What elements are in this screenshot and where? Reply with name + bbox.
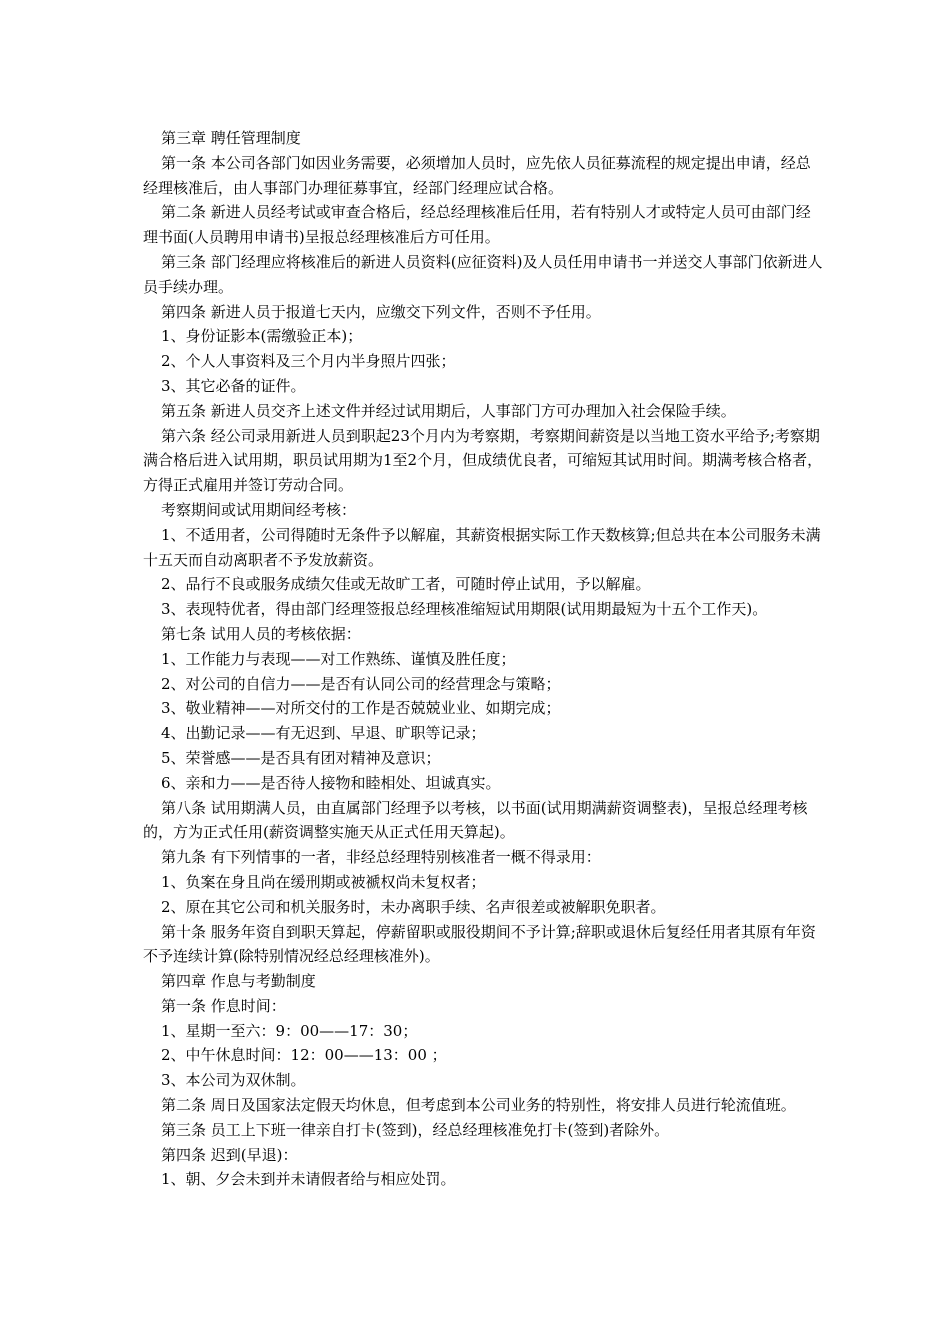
paragraph: 第一条 作息时间： xyxy=(161,996,286,1015)
paragraph: 1、星期一至六：9：00——17：30； xyxy=(161,1021,418,1040)
paragraph: 考察期间或试用期间经考核： xyxy=(161,500,357,519)
paragraph: 1、不适用者，公司得随时无条件予以解雇，其薪资根据实际工作天数核算;但总共在本公司服务未满十五天而自动离职者不予发放薪资。 xyxy=(143,525,821,569)
paragraph: 5、荣誉感——是否具有团对精神及意识； xyxy=(161,748,441,767)
paragraph: 第四条 新进人员于报道七天内，应缴交下列文件，否则不予任用。 xyxy=(161,302,601,321)
paragraph: 3、其它必备的证件。 xyxy=(161,376,306,395)
paragraph: 第四章 作息与考勤制度 xyxy=(161,972,316,991)
paragraph: 第三条 员工上下班一律亲自打卡(签到)，经总经理核准免打卡(签到)者除外。 xyxy=(161,1120,670,1139)
paragraph: 第二条 周日及国家法定假天均休息，但考虑到本公司业务的特别性，将安排人员进行轮流值班。 xyxy=(161,1096,796,1115)
paragraph: 第五条 新进人员交齐上述文件并经过试用期后，人事部门方可办理加入社会保险手续。 xyxy=(161,401,736,420)
paragraph: 2、原在其它公司和机关服务时，未办离职手续、名声很差或被解职免职者。 xyxy=(161,897,666,916)
paragraph: 1、负案在身且尚在缓刑期或被褫权尚未复权者； xyxy=(161,872,486,891)
paragraph: 2、个人人事资料及三个月内半身照片四张； xyxy=(161,352,456,371)
paragraph: 2、对公司的自信力——是否有认同公司的经营理念与策略； xyxy=(161,674,561,693)
paragraph: 1、工作能力与表现——对工作熟练、谨慎及胜任度； xyxy=(161,649,516,668)
paragraph: 第二条 新进人员经考试或审查合格后，经总经理核准后任用，若有特别人才或特定人员可由部门经理书面(人员聘用申请书)呈报总经理核准后方可任用。 xyxy=(143,203,811,247)
paragraph: 第八条 试用期满人员，由直属部门经理予以考核，以书面(试用期满薪资调整表)，呈报总经理考核的，方为正式任用(薪资调整实施天从正式任用天算起)。 xyxy=(143,798,808,842)
paragraph: 第四条 迟到(早退)： xyxy=(161,1145,298,1164)
paragraph: 3、本公司为双休制。 xyxy=(161,1071,306,1090)
paragraph: 第十条 服务年资自到职天算起，停薪留职或服役期间不予计算;辞职或退休后复经任用者其原有年资不予连续计算(除特别情况经总经理核准外)。 xyxy=(143,922,816,966)
paragraph: 第三章 聘任管理制度 xyxy=(161,129,301,147)
document-body xyxy=(143,126,823,1192)
paragraph: 2、品行不良或服务成绩欠佳或无故旷工者，可随时停止试用，予以解雇。 xyxy=(161,575,651,594)
paragraph: 第六条 经公司录用新进人员到职起23个月内为考察期，考察期间薪资是以当地工资水平给予;考察期满合格后进入试用期，职员试用期为1至2个月，但成绩优良者，可缩短其试用时间。期满考核合格者，方得正式雇用并签订劳动合同。 xyxy=(143,426,823,495)
paragraph: 1、朝、夕会未到并未请假者给与相应处罚。 xyxy=(161,1170,456,1189)
paragraph: 3、表现特优者，得由部门经理签报总经理核准缩短试用期限(试用期最短为十五个工作天)。 xyxy=(161,600,768,619)
paragraph: 第一条 本公司各部门如因业务需要，必须增加人员时，应先依人员征募流程的规定提出申请，经总经理核准后，由人事部门办理征募事宜，经部门经理应试合格。 xyxy=(143,153,811,197)
paragraph: 6、亲和力——是否待人接物和睦相处、坦诚真实。 xyxy=(161,773,501,792)
paragraph: 第九条 有下列情事的一者，非经总经理特别核准者一概不得录用： xyxy=(161,848,601,867)
paragraph: 4、出勤记录——有无迟到、早退、旷职等记录； xyxy=(161,724,486,743)
paragraph: 1、身份证影本(需缴验正本)； xyxy=(161,327,363,346)
paragraph: 第七条 试用人员的考核依据： xyxy=(161,624,361,643)
paragraph: 3、敬业精神——对所交付的工作是否兢兢业业、如期完成； xyxy=(161,699,561,718)
paragraph: 第三条 部门经理应将核准后的新进人员资料(应征资料)及人员任用申请书一并送交人事部门依新进人员手续办理。 xyxy=(143,252,823,296)
paragraph: 2、中午休息时间：12：00——13：00 ； xyxy=(161,1046,447,1065)
